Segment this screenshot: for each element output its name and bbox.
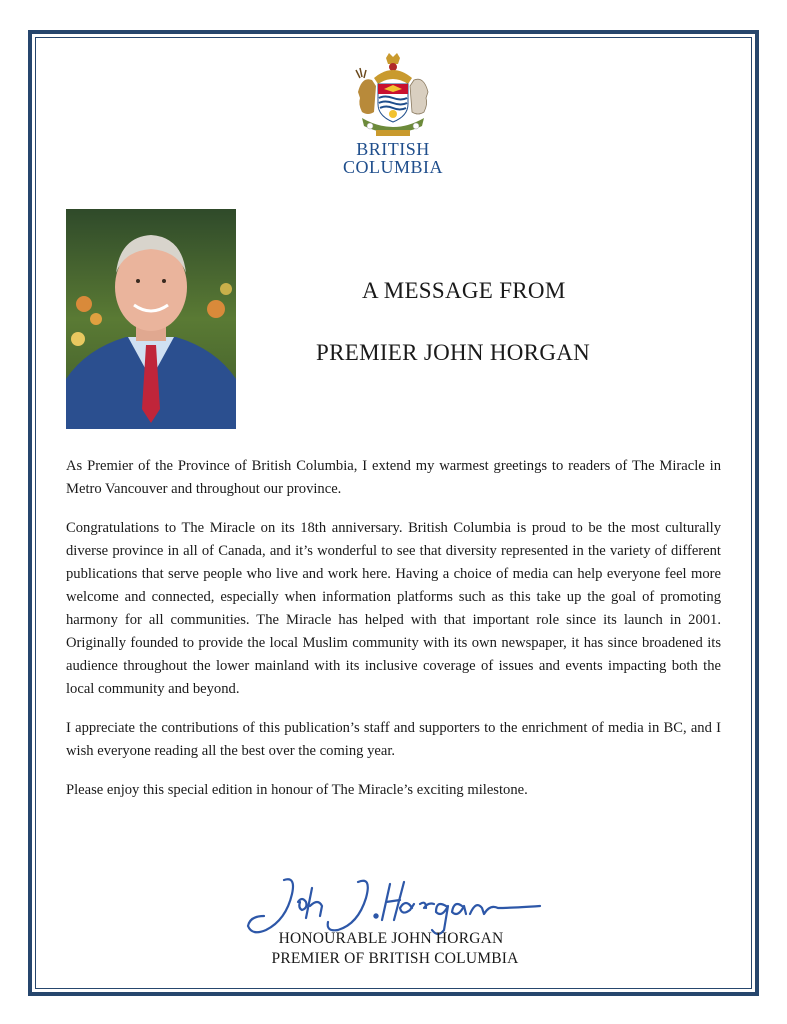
message-body (66, 455, 721, 818)
heading-line2: PREMIER JOHN HORGAN (316, 340, 591, 365)
heading-line1: A MESSAGE FROM (362, 278, 566, 303)
paragraph-3: I appreciate the contributions of this publication’s staff and supporters to the enrichment of media in BC, and I wish everyone reading all the best over the coming year. (66, 720, 721, 759)
signatory-name: HONOURABLE JOHN HORGAN (278, 930, 504, 947)
wordmark-line1: BRITISH (356, 139, 430, 159)
british-columbia-wordmark (320, 140, 466, 176)
paragraph-2: Congratulations to The Miracle on its 18th anniversary. British Columbia is proud to be the most culturally diverse province in all of Canada, and it’s wonderful to see that diversity represented in the variety of different publications that serve people who live and work here. Having a choice of media can help everyone feel more welcome and connected, especially when information platforms such as this take up the goal of promoting harmony for all communities. The Miracle has helped with that important role since its launch in 2001. Originally founded to provide the local Muslim community with its own newspaper, it has since broadened its audience throughout the lower mainland with its inclusive coverage of issues and events impacting both the local community and beyond. (66, 520, 721, 697)
signatory-title: PREMIER OF BRITISH COLUMBIA (271, 950, 519, 967)
paragraph-1: As Premier of the Province of British Columbia, I extend my warmest greetings to readers of The Miracle in Metro Vancouver and throughout our province. (66, 458, 721, 497)
wordmark-line2: COLUMBIA (342, 157, 443, 177)
bc-coat-of-arms-icon (352, 52, 434, 140)
premier-portrait (66, 209, 236, 429)
paragraph-4: Please enjoy this special edition in honour of The Miracle’s exciting milestone. (66, 782, 528, 798)
